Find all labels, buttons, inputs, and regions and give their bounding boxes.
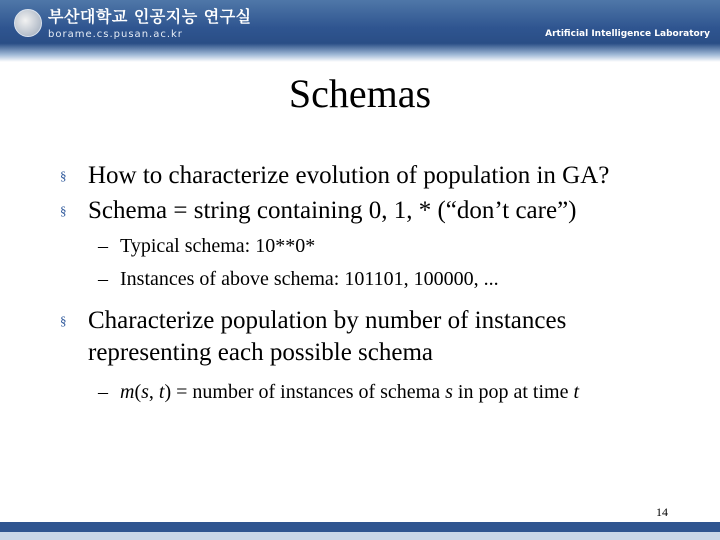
bullet-item	[60, 195, 660, 227]
in-pop-text: in pop at time	[452, 381, 574, 403]
slide-title: Schemas	[288, 71, 432, 116]
university-seal-icon	[14, 9, 42, 37]
lab-name: Artificial Intelligence Laboratory	[545, 29, 710, 39]
open-paren: (	[134, 381, 142, 403]
sub-list	[60, 233, 660, 293]
page-number: 14	[656, 505, 668, 519]
bullet-text: Characterize population by number of instances representing each possible schema	[88, 307, 567, 366]
bullet-mark-icon: §	[60, 203, 67, 218]
header-banner	[0, 0, 720, 62]
site-url: borame.cs.pusan.ac.kr	[48, 29, 183, 40]
footer-light-bar	[0, 532, 720, 540]
dash-icon: –	[98, 268, 108, 290]
dash-icon: –	[98, 235, 108, 257]
bullet-text: How to characterize evolution of population in GA?	[88, 162, 610, 189]
t-var: t	[158, 381, 165, 403]
bullet-item	[60, 160, 660, 192]
sub-bullet-item	[98, 233, 660, 260]
sub-bullet-text: Typical schema: 10**0*	[120, 235, 316, 257]
bullet-mark-icon: §	[60, 168, 67, 183]
bullet-mark-icon: §	[60, 313, 67, 328]
org-name: 부산대학교 인공지능 연구실	[48, 7, 252, 26]
comma: ,	[148, 381, 159, 403]
s-var: s	[445, 381, 453, 403]
m-var: m	[120, 381, 135, 403]
footer-bar	[0, 522, 720, 532]
formula-rest: ) = number of instances of schema	[164, 381, 446, 403]
sub-bullet-text: Instances of above schema: 101101, 100000, ...	[120, 268, 499, 290]
t-var: t	[573, 381, 580, 403]
logo	[14, 8, 252, 42]
dash-icon: –	[98, 381, 108, 403]
s-var: s	[141, 381, 149, 403]
sub-bullet-text	[120, 375, 579, 410]
sub-bullet-item	[98, 266, 660, 293]
bullet-text: Schema = string containing 0, 1, * (“don’t care”)	[88, 197, 577, 224]
bullet-item	[60, 305, 660, 369]
slide-body	[60, 160, 660, 412]
sub-bullet-item	[98, 375, 660, 410]
